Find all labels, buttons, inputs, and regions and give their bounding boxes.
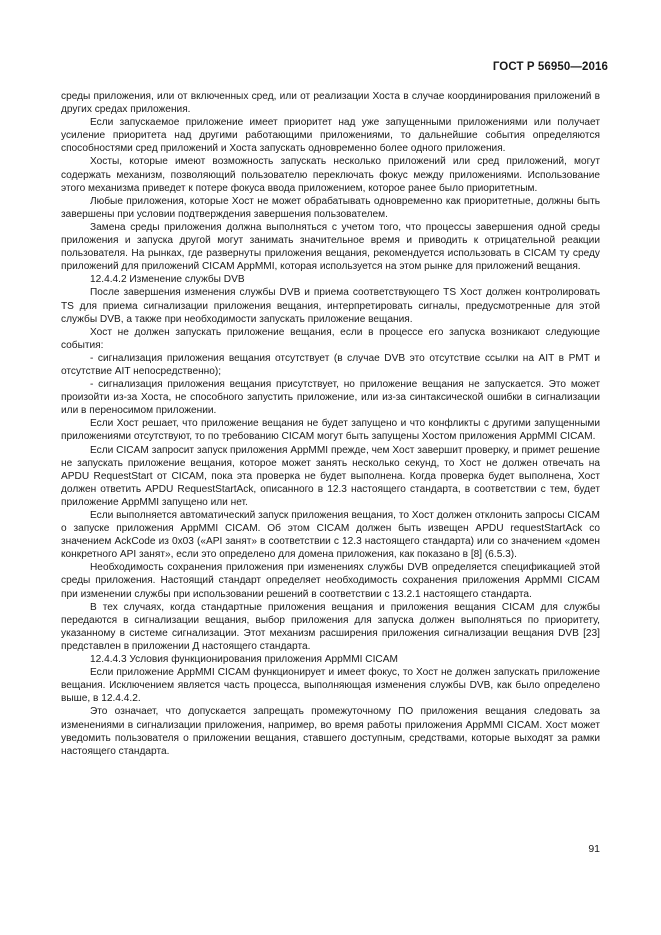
paragraph: Если приложение AppMMI CICAM функционирует и имеет фокус, то Хост не должен запускать приложение вещания. Исключением является часть процесса, выполняющая изменения службы DVB, как было определено выше, в 12.4.4.2. bbox=[61, 667, 600, 705]
paragraph: Хосты, которые имеют возможность запускать несколько приложений или сред приложений, могут содержать механизм, позволяющий пользователю переключать фокус между приложениями. Использование этого механизма приведет к потере фокуса ввода приложением, которое ранее было приоритетным. bbox=[61, 156, 600, 194]
document-body bbox=[61, 90, 600, 758]
section-heading: 12.4.4.2 Изменение службы DVB bbox=[90, 274, 245, 286]
paragraph: Это означает, что допускается запрещать промежуточному ПО приложения вещания следовать за изменениями в сигнализации приложения, например, во время работы приложения AppMMI CICAM. Хост может уведомить пользователя о приложении вещания, ставшего доступным, средствами, которые выходят за рамки настоящего стандарта. bbox=[61, 706, 600, 757]
paragraph: Необходимость сохранения приложения при изменениях службы DVB определяется спецификацией этой среды приложения. Настоящий стандарт определяет необходимость сохранения приложения AppMMI CICAM при изменении службы при использовании решений в соответствии с 13.2.1 настоящего стандарта. bbox=[61, 562, 600, 600]
section-heading: 12.4.4.3 Условия функционирования приложения AppMMI CICAM bbox=[90, 654, 398, 666]
paragraph: - сигнализация приложения вещания отсутствует (в случае DVB это отсутствие ссылки на AIT в PMT и отсутствие AIT непосредственно); bbox=[61, 352, 600, 377]
page-number: 91 bbox=[588, 843, 600, 855]
paragraph: среды приложения, или от включенных сред, или от реализации Хоста в случае координирования приложений в других средах приложения. bbox=[61, 91, 600, 116]
paragraph: Любые приложения, которые Хост не может обрабатывать одновременно как приоритетные, должны быть завершены при условии подтверждения завершения пользователем. bbox=[61, 195, 600, 220]
document-code-header: ГОСТ Р 56950—2016 bbox=[492, 61, 608, 73]
paragraph: Хост не должен запускать приложение вещания, если в процессе его запуска возникают следующие события: bbox=[61, 326, 600, 351]
paragraph: В тех случаях, когда стандартные приложения вещания и приложения вещания CICAM для службы передаются в сигнализации вещания, выбор приложения для запуска должен выполняться по приоритету, указанному в системе сигнализации. Этот механизм расширения приложения сигнализации вещания DVB [23] представлен в приложении Д настоящего стандарта. bbox=[61, 601, 600, 652]
paragraph: Если выполняется автоматический запуск приложения вещания, то Хост должен отклонить запросы CICAM о запуске приложения AppMMI CICAM. Об этом CICAM должен быть извещен APDU requestStartAck со значением AckCode из 0x03 («API занят» в соответствии с 12.3 настоящего стандарта) или со значением «домен конкретного API занят», если это определено для домена приложения, как показано в [8] (6.5.3). bbox=[61, 510, 600, 561]
paragraph: Если Хост решает, что приложение вещания не будет запущено и что конфликты с другими запущенными приложениями отсутствуют, то по требованию CICAM могут быть запущены Хостом приложения AppMMI CICAM. bbox=[61, 418, 600, 443]
paragraph: Если CICAM запросит запуск приложения AppMMI прежде, чем Хост завершит проверку, и примет решение не запускать приложение вещания, которое может занять несколько секунд, то Хост не должен отвечать на APDU RequestStart от CICAM, пока эта проверка не будет выполнена. Когда проверка будет выполнена, Хост должен ответить APDU RequestStartAck, описанного в 12.3 настоящего стандарта, в соответствии с тем, будет приложение AppMMI запущено или нет. bbox=[61, 444, 600, 508]
paragraph: Замена среды приложения должна выполняться с учетом того, что процессы завершения одной среды приложения и запуска другой могут занимать значительное время и приводить к отрицательной реакции пользователя. На рынках, где развернуты приложения вещания, рекомендуется использовать в CICAM ту среду приложений для приложений CICAM AppMMI, которая используется на этом рынке для приложений вещания. bbox=[61, 221, 600, 273]
paragraph: - сигнализация приложения вещания присутствует, но приложение вещания не запускается. Это может произойти из-за Хоста, не способного запустить приложение, или из-за синтаксической ошибки в сигнализации или в переносимом приложении. bbox=[61, 379, 600, 417]
paragraph: После завершения изменения службы DVB и приема соответствующего TS Хост должен контролировать TS для приема сигнализации приложения вещания, интерпретировать сигналы, предусмотренные для этой службы DVB, а также при необходимости запускать приложение вещания. bbox=[61, 287, 600, 325]
paragraph: Если запускаемое приложение имеет приоритет над уже запущенными приложениями или получает усиление приоритета над другими работающими приложениями, то дальнейшие события определяются способностями сред приложений и Хоста запускать одновременно более одного приложения. bbox=[61, 117, 600, 155]
